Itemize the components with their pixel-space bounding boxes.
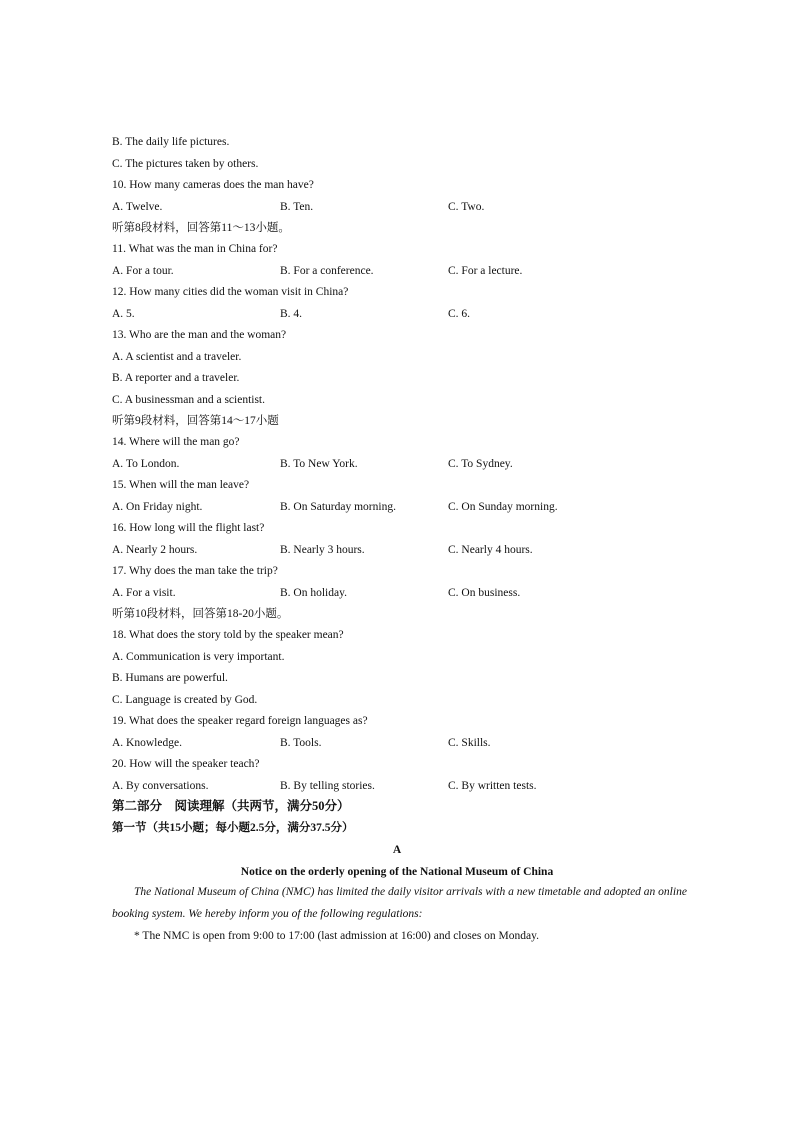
question-14: 14. Where will the man go? <box>112 436 240 448</box>
q12-option-b: B. 4. <box>280 308 303 320</box>
question-10: 10. How many cameras does the man have? <box>112 179 314 191</box>
q12-option-a: A. 5. <box>112 308 135 320</box>
q15-option-a: A. On Friday night. <box>112 501 203 513</box>
q16-option-c: C. Nearly 4 hours. <box>448 544 533 556</box>
section-1-heading: 第一节（共15小题；每小题2.5分，满分37.5分） <box>112 822 354 834</box>
q16-option-a: A. Nearly 2 hours. <box>112 544 198 556</box>
question-13: 13. Who are the man and the woman? <box>112 329 287 341</box>
q10-option-c: C. Two. <box>448 201 485 213</box>
q18-option-b: B. Humans are powerful. <box>112 672 228 684</box>
passage-letter: A <box>392 844 402 856</box>
q13-option-b: B. A reporter and a traveler. <box>112 372 240 384</box>
q14-option-a: A. To London. <box>112 458 180 470</box>
q15-option-b: B. On Saturday morning. <box>280 501 396 513</box>
section-10-instruction: 听第10段材料，回答第18-20小题。 <box>112 608 289 620</box>
q11-option-c: C. For a lecture. <box>448 265 523 277</box>
q17-option-b: B. On holiday. <box>280 587 347 599</box>
q17-option-c: C. On business. <box>448 587 521 599</box>
q12-option-c: C. 6. <box>448 308 471 320</box>
passage-intro: The National Museum of China (NMC) has limited the daily visitor arrivals with a new timetable and adopted an online booking system. We hereby inform you of the following regulations: <box>112 886 687 920</box>
q14-option-b: B. To New York. <box>280 458 358 470</box>
q13-option-c: C. A businessman and a scientist. <box>112 394 266 406</box>
question-18: 18. What does the story told by the speaker mean? <box>112 629 344 641</box>
q10-option-b: B. Ten. <box>280 201 314 213</box>
q16-option-b: B. Nearly 3 hours. <box>280 544 365 556</box>
q20-option-b: B. By telling stories. <box>280 780 375 792</box>
q9-option-b: B. The daily life pictures. <box>112 136 230 148</box>
q11-option-a: A. For a tour. <box>112 265 174 277</box>
q10-option-a: A. Twelve. <box>112 201 163 213</box>
q19-option-a: A. Knowledge. <box>112 737 182 749</box>
q18-option-c: C. Language is created by God. <box>112 694 258 706</box>
q19-option-b: B. Tools. <box>280 737 322 749</box>
q11-option-b: B. For a conference. <box>280 265 374 277</box>
question-20: 20. How will the speaker teach? <box>112 758 260 770</box>
passage-title: Notice on the orderly opening of the National Museum of China <box>240 866 554 878</box>
q13-option-a: A. A scientist and a traveler. <box>112 351 242 363</box>
q20-option-c: C. By written tests. <box>448 780 537 792</box>
q20-option-a: A. By conversations. <box>112 780 209 792</box>
q15-option-c: C. On Sunday morning. <box>448 501 558 513</box>
q19-option-c: C. Skills. <box>448 737 491 749</box>
q9-option-c: C. The pictures taken by others. <box>112 158 259 170</box>
q14-option-c: C. To Sydney. <box>448 458 513 470</box>
part-2-heading: 第二部分 阅读理解（共两节，满分50分） <box>112 799 350 813</box>
q17-option-a: A. For a visit. <box>112 587 176 599</box>
regulation-1: * The NMC is open from 9:00 to 17:00 (last admission at 16:00) and closes on Monday. <box>134 930 540 942</box>
question-15: 15. When will the man leave? <box>112 479 250 491</box>
question-11: 11. What was the man in China for? <box>112 243 278 255</box>
question-12: 12. How many cities did the woman visit in China? <box>112 286 349 298</box>
question-19: 19. What does the speaker regard foreign languages as? <box>112 715 368 727</box>
question-16: 16. How long will the flight last? <box>112 522 265 534</box>
q18-option-a: A. Communication is very important. <box>112 651 285 663</box>
question-17: 17. Why does the man take the trip? <box>112 565 278 577</box>
section-8-instruction: 听第8段材料，回答第11～13小题。 <box>112 222 290 234</box>
section-9-instruction: 听第9段材料，回答第14～17小题 <box>112 415 279 427</box>
